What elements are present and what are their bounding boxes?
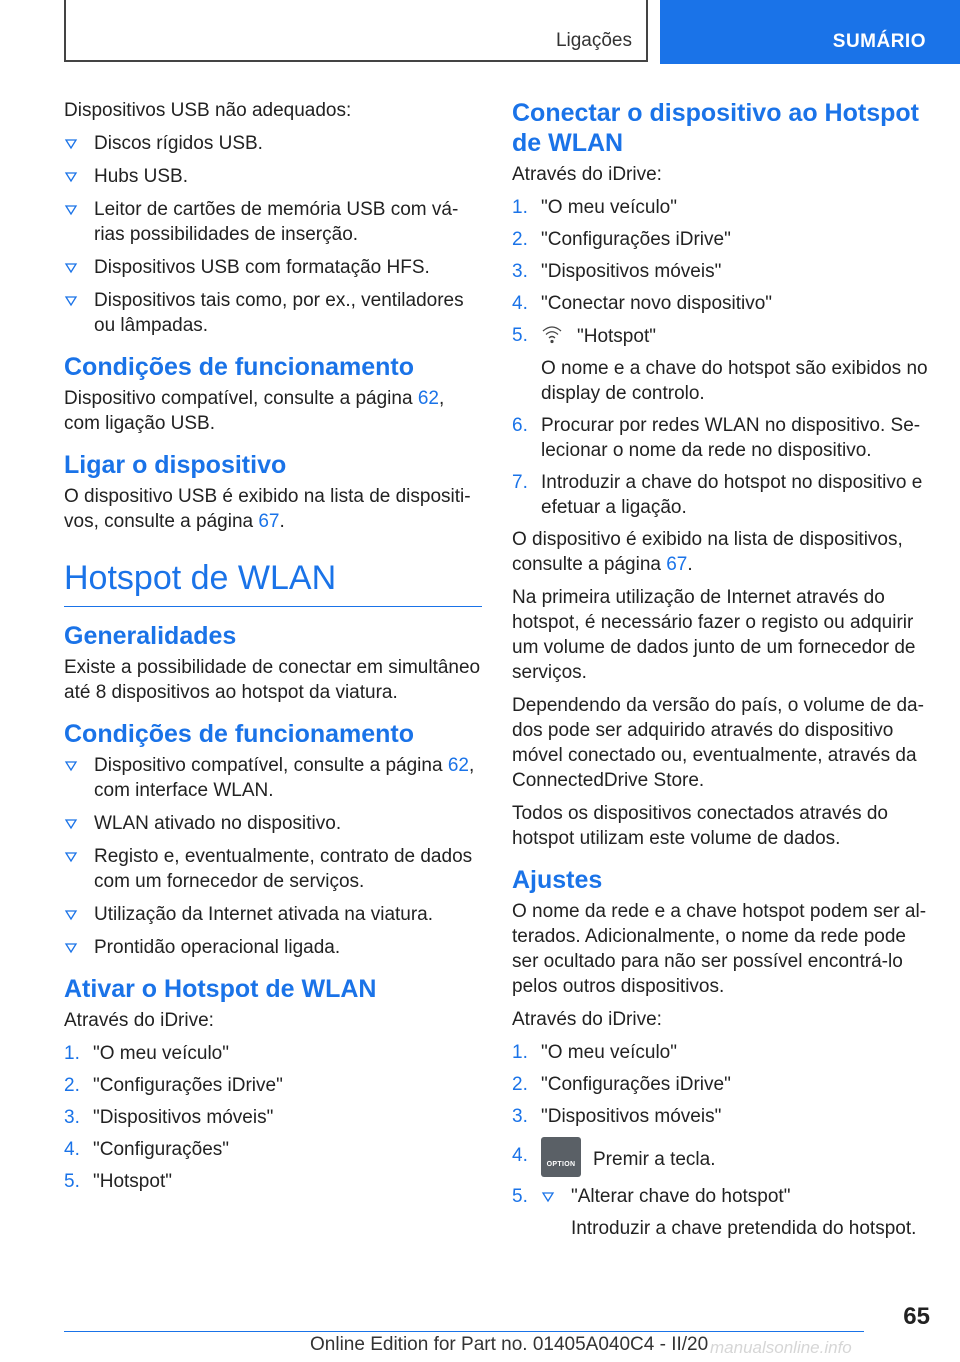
- step-number: 3.: [64, 1107, 80, 1128]
- step-item: 2. "Configurações iDrive": [512, 1074, 731, 1095]
- heading-activate-hotspot: Ativar o Hotspot de WLAN: [64, 975, 377, 1003]
- triangle-bullet-icon: [64, 288, 78, 313]
- step-number: 3.: [512, 261, 528, 282]
- step-item: 7. Introduzir a chave do hotspot no dispositivo e efetuar a ligação.: [512, 472, 923, 518]
- step-number: 2.: [512, 1074, 528, 1095]
- first-use-text: Na primeira utilização de Internet através do hotspot, é necessário fazer o registo ou adquirir um volume de dados junto de um fornecedor de serviços.: [512, 587, 916, 683]
- list-item: Utilização da Internet ativada na viatura.: [64, 902, 482, 927]
- triangle-bullet-icon: [64, 811, 78, 836]
- settings-steps: [512, 1040, 932, 1241]
- step-number: 5.: [512, 1186, 528, 1207]
- watermark: manualsonline.info: [710, 1338, 852, 1357]
- header-section-box: [64, 0, 648, 62]
- triangle-bullet-icon: [64, 753, 78, 778]
- heading-conditions-usb: Condições de funcionamento: [64, 353, 415, 381]
- contents-button[interactable]: [660, 0, 960, 64]
- general-text: Existe a possibilidade de conectar em simultâneo até 8 dispositivos ao hotspot da viatura.: [64, 657, 481, 703]
- connect-device-text: O dispositivo USB é exibido na lista de dispositi-vos, consulte a página 67.: [64, 486, 471, 532]
- step-number: 4.: [512, 293, 528, 314]
- triangle-bullet-icon: [541, 1184, 555, 1209]
- step-number: 4.: [512, 1145, 528, 1166]
- step-number: 1.: [64, 1043, 80, 1064]
- data-volume-text: Todos os dispositivos conectados através do hotspot utilizam este volume de dados.: [512, 803, 888, 849]
- step-item: 4. "Conectar novo dispositivo": [512, 293, 773, 314]
- page-link[interactable]: 62: [447, 755, 469, 776]
- page-link[interactable]: 67: [666, 554, 688, 575]
- settings-text: O nome da rede e a chave hotspot podem ser al-terados. Adicionalmente, o nome da rede pode ser ocultado para não ser possível encontrá-lo pelos outros dispositivos.: [512, 901, 927, 997]
- step-item: 4. "Configurações": [64, 1139, 230, 1160]
- triangle-bullet-icon: [64, 197, 78, 222]
- via-idrive: Através do iDrive:: [64, 1010, 214, 1031]
- via-idrive: Através do iDrive:: [512, 164, 662, 185]
- list-item: WLAN ativado no dispositivo.: [64, 811, 482, 836]
- page-link[interactable]: 67: [258, 511, 280, 532]
- country-version-text: Dependendo da versão do país, o volume de da-dos pode ser adquirido através do dispositivo móvel conectado ou, eventualmente, através da ConnectedDrive Store.: [512, 695, 924, 791]
- step-item: 3. "Dispositivos móveis": [512, 1106, 722, 1127]
- step-item: 6. Procurar por redes WLAN no dispositivo. Se-lecionar o nome da rede no dispositivo.: [512, 415, 921, 461]
- list-item: Leitor de cartões de memória USB com vá-rias possibilidades de inserção.: [64, 197, 482, 247]
- footer-edition: Online Edition for Part no. 01405A040C4 - II/20: [310, 1334, 709, 1355]
- step-number: 2.: [64, 1075, 80, 1096]
- step-number: 2.: [512, 229, 528, 250]
- heading-wlan-hotspot: Hotspot de WLAN: [64, 558, 482, 607]
- step-item: 3. "Dispositivos móveis": [512, 261, 722, 282]
- connect-steps: [512, 195, 932, 520]
- step-sub-text: Introduzir a chave pretendida do hotspot.: [571, 1218, 917, 1239]
- list-item: Registo e, eventualmente, contrato de dados com um fornecedor de serviços.: [64, 844, 482, 894]
- page-link[interactable]: 62: [417, 388, 439, 409]
- step-item: 1. "O meu veículo": [512, 1042, 677, 1063]
- triangle-bullet-icon: [64, 255, 78, 280]
- header-section-title: Ligações: [555, 30, 632, 51]
- step-item: 4. OPTION Premir a tecla.: [512, 1143, 932, 1177]
- left-column: [64, 98, 482, 1201]
- step-item: 5. "Alterar chave do hotspot" Introduzir a chave pretendida do hotspot.: [512, 1184, 932, 1241]
- conditions-usb-text: Dispositivo compatível, consulte a página 62, com ligação USB.: [64, 388, 445, 434]
- list-item: Dispositivos tais como, por ex., ventiladores ou lâmpadas.: [64, 288, 482, 338]
- footer-divider: [64, 1331, 864, 1332]
- heading-connect-to-hotspot: Conectar o dispositivo ao Hotspot de WLAN: [512, 99, 919, 157]
- step-number: 1.: [512, 197, 528, 218]
- step-item: 1. "O meu veículo": [512, 197, 677, 218]
- page-number: 65: [903, 1303, 930, 1330]
- heading-connect-device: Ligar o dispositivo: [64, 451, 287, 479]
- heading-general: Generalidades: [64, 622, 237, 650]
- step-number: 1.: [512, 1042, 528, 1063]
- triangle-bullet-icon: [64, 131, 78, 156]
- heading-settings: Ajustes: [512, 866, 603, 894]
- step-item: 3. "Dispositivos móveis": [64, 1107, 274, 1128]
- list-item: Dispositivo compatível, consulte a página 62, com interface WLAN.: [64, 753, 482, 803]
- list-item: Prontidão operacional ligada.: [64, 935, 482, 960]
- step-item: 2. "Configurações iDrive": [512, 229, 731, 250]
- unsuitable-intro: Dispositivos USB não adequados:: [64, 100, 352, 121]
- step-item: 5. "Hotspot": [64, 1171, 172, 1192]
- activate-steps: [64, 1041, 482, 1194]
- step-item: 2. "Configurações iDrive": [64, 1075, 283, 1096]
- list-item: Hubs USB.: [64, 164, 482, 189]
- step-sub-text: O nome e a chave do hotspot são exibidos no display de controlo.: [541, 358, 928, 404]
- right-column: [512, 98, 932, 1248]
- triangle-bullet-icon: [64, 164, 78, 189]
- device-list-text: O dispositivo é exibido na lista de dispositivos, consulte a página 67.: [512, 529, 903, 575]
- step-number: 3.: [512, 1106, 528, 1127]
- conditions-wlan-list: [64, 753, 482, 960]
- step-item: 5. "Hotspot" O nome e a chave do hotspot são exibidos no display de controlo.: [512, 323, 932, 406]
- triangle-bullet-icon: [64, 935, 78, 960]
- step-number: 5.: [512, 325, 528, 346]
- step-number: 6.: [512, 415, 528, 436]
- via-idrive: Através do iDrive:: [512, 1009, 662, 1030]
- step-number: 4.: [64, 1139, 80, 1160]
- heading-conditions-wlan: Condições de funcionamento: [64, 720, 415, 748]
- option-key-icon: OPTION: [541, 1137, 581, 1177]
- triangle-bullet-icon: [64, 844, 78, 869]
- step-number: 5.: [64, 1171, 80, 1192]
- contents-button-label: SUMÁRIO: [832, 31, 926, 52]
- unsuitable-list: [64, 131, 482, 338]
- wifi-icon: [541, 323, 563, 345]
- list-item: Dispositivos USB com formatação HFS.: [64, 255, 482, 280]
- triangle-bullet-icon: [64, 902, 78, 927]
- step-number: 7.: [512, 472, 528, 493]
- step-item: 1. "O meu veículo": [64, 1043, 229, 1064]
- list-item: Discos rígidos USB.: [64, 131, 482, 156]
